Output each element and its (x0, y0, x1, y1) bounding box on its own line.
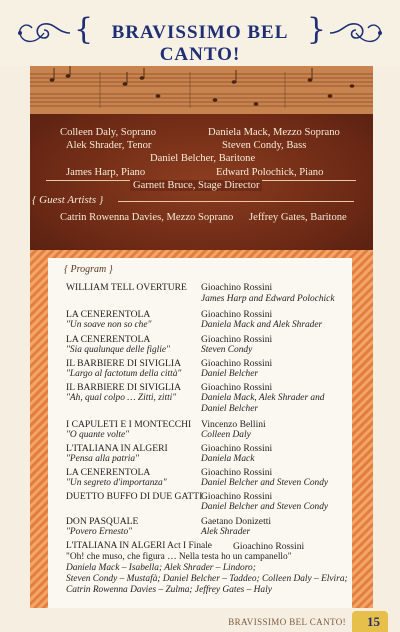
program-aria: "Largo al factotum della città" (66, 369, 182, 379)
cast-member: James Harp, Piano (66, 167, 146, 178)
page-number: 15 (367, 614, 380, 629)
program-aria: "O quante volte" (66, 430, 130, 440)
cast-member: Garnett Bruce, Stage Director (130, 180, 262, 191)
program-aria: "Povero Ernesto" (66, 527, 133, 537)
program-performers: Daniel Belcher and Steven Condy (201, 478, 329, 488)
program-composer: Gioachino Rossini (201, 309, 273, 320)
program-aria: "Un segreto d'importanza" (66, 478, 167, 488)
program-cast-line: Catrin Rowenna Davies – Zulma; Jeffrey Gates – Haly (66, 585, 272, 595)
program-performers: Steven Condy (201, 345, 253, 355)
program-cast-line: Daniela Mack – Isabella; Alek Shrader – Lindoro; (66, 563, 256, 573)
cast-panel (30, 66, 373, 262)
program-work-title: I CAPULETI E I MONTECCHI (66, 419, 192, 430)
program-work-title: LA CENERENTOLA (66, 334, 151, 345)
program-aria: "Ah, qual colpo … Zitti, zitti" (66, 393, 177, 403)
program-cast-line: Steven Condy – Mustafà; Daniel Belcher – Taddeo; Colleen Daly – Elvira; (66, 574, 348, 584)
program-composer: Gioachino Rossini (201, 382, 273, 393)
running-title: BRAVISSIMO BEL CANTO! (228, 617, 346, 627)
program-work-title: LA CENERENTOLA (66, 467, 151, 478)
program-aria: "Sia qualunque delle figlie" (66, 345, 170, 355)
program-work-title: IL BARBIERE DI SIVIGLIA (66, 382, 182, 393)
program-composer: Gioachino Rossini (233, 541, 305, 552)
divider (118, 201, 354, 202)
left-scroll-ornament-icon (14, 16, 72, 50)
program-performers: Daniel Belcher and Steven Condy (201, 502, 329, 512)
program-work-title: DON PASQUALE (66, 516, 139, 527)
program-performers: Daniela Mack (201, 454, 255, 464)
program-work-title: IL BARBIERE DI SIVIGLIA (66, 358, 182, 369)
guest-artist: Jeffrey Gates, Baritone (249, 212, 347, 223)
program-performers: Daniel Belcher (201, 404, 259, 414)
sheet-music-banner (30, 66, 373, 114)
page-header (0, 0, 400, 66)
program-performers: Colleen Daly (201, 430, 251, 440)
cast-member: Steven Condy, Bass (222, 140, 307, 151)
program-performers: Alek Shrader (201, 527, 251, 537)
cast-member: Colleen Daly, Soprano (60, 127, 157, 138)
program-aria: "Un soave non so che" (66, 320, 152, 330)
cast-member: Daniela Mack, Mezzo Soprano (208, 127, 340, 138)
program-composer: Gioachino Rossini (201, 467, 273, 478)
program-aria: "Oh! che muso, che figura … Nella testa ho un campanello" (66, 552, 292, 562)
program-aria: "Pensa alla patria" (66, 454, 139, 464)
open-brace: { (74, 12, 94, 47)
guest-artists-heading: { Guest Artists } (32, 194, 104, 206)
program-composer: Vincenzo Bellini (201, 419, 266, 430)
close-brace: } (306, 12, 326, 47)
page-title: BRAVISSIMO BEL CANTO! (111, 22, 289, 65)
program-heading: { Program } (64, 264, 113, 275)
program-composer: Gaetano Donizetti (201, 516, 272, 527)
program-performers: Daniel Belcher (201, 369, 259, 379)
cast-member: Daniel Belcher, Baritone (150, 153, 256, 164)
right-scroll-ornament-icon (328, 16, 386, 50)
program-composer: Gioachino Rossini (201, 334, 273, 345)
sheet-music-image (30, 66, 373, 114)
program-composer: Gioachino Rossini (201, 443, 273, 454)
program-work-title: LA CENERENTOLA (66, 309, 151, 320)
program-work-title: L'ITALIANA IN ALGERI (66, 443, 168, 454)
program-performers: Daniela Mack and Alek Shrader (201, 320, 323, 330)
cast-member: Edward Polochick, Piano (216, 167, 324, 178)
program-work-title: L'ITALIANA IN ALGERI Act I Finale (66, 541, 212, 551)
title-block (74, 12, 326, 65)
cast-member: Alek Shrader, Tenor (66, 140, 152, 151)
program-performers: James Harp and Edward Polochick (201, 294, 335, 304)
program-composer: Gioachino Rossini (201, 358, 273, 369)
program-performers: Daniela Mack, Alek Shrader and (201, 393, 325, 403)
program-work-title: DUETTO BUFFO DI DUE GATTI (66, 491, 203, 502)
program-work-title: WILLIAM TELL OVERTURE (66, 282, 187, 293)
program-composer: Gioachino Rossini (201, 282, 273, 293)
program-composer: Gioachino Rossini (201, 491, 273, 502)
guest-artist: Catrin Rowenna Davies, Mezzo Soprano (60, 212, 234, 223)
